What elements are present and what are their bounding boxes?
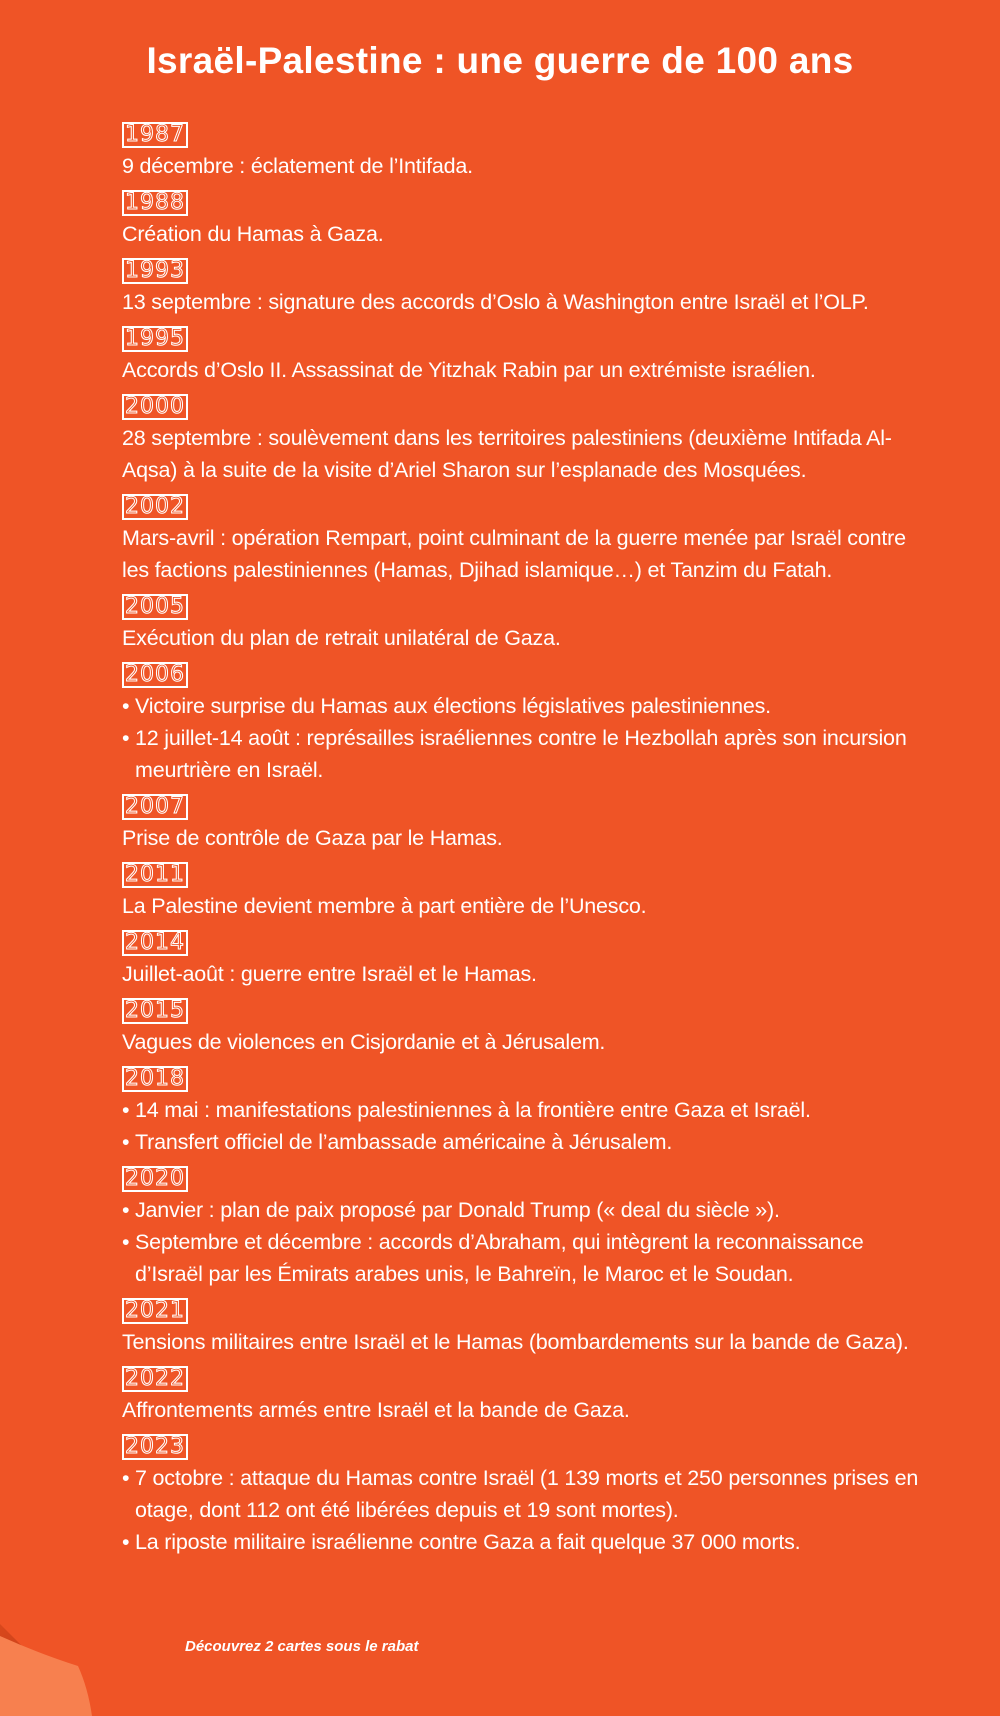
year-label: 2006 xyxy=(122,662,188,688)
event-bullet: • Transfert officiel de l’ambassade américaine à Jérusalem. xyxy=(122,1126,922,1158)
year-label: 2005 xyxy=(122,594,188,620)
year-label: 2014 xyxy=(122,930,188,956)
year-label: 2020 xyxy=(122,1166,188,1192)
event-text: Accords d’Oslo II. Assassinat de Yitzhak Rabin par un extrémiste israélien. xyxy=(122,358,816,382)
footnote-link[interactable]: Découvrez 2 cartes sous le rabat xyxy=(185,1638,419,1655)
event-bullet: • La riposte militaire israélienne contre Gaza a fait quelque 37 000 morts. xyxy=(122,1526,922,1558)
year-label: 2007 xyxy=(122,794,188,820)
event-text: 28 septembre : soulèvement dans les territoires palestiniens (deuxième Intifada Al-Aqsa) à la suite de la visite d’Ariel Sharon sur l’esplanade des Mosquées. xyxy=(122,426,892,482)
timeline-entry xyxy=(122,1434,922,1558)
event-text: La Palestine devient membre à part entière de l’Unesco. xyxy=(122,894,647,918)
year-label: 2000 xyxy=(122,394,188,420)
year-label: 2023 xyxy=(122,1434,188,1460)
year-label: 2015 xyxy=(122,998,188,1024)
timeline-list xyxy=(122,122,922,1566)
timeline-entry xyxy=(122,594,922,654)
event-text: Vagues de violences en Cisjordanie et à Jérusalem. xyxy=(122,1030,606,1054)
timeline-entry xyxy=(122,794,922,854)
timeline-entry xyxy=(122,862,922,922)
year-label: 2018 xyxy=(122,1066,188,1092)
year-label: 1993 xyxy=(122,258,188,284)
timeline-entry xyxy=(122,326,922,386)
event-text: Mars-avril : opération Rempart, point culminant de la guerre menée par Israël contre les factions palestiniennes (Hamas, Djihad islamique…) et Tanzim du Fatah. xyxy=(122,526,906,582)
timeline-entry xyxy=(122,1298,922,1358)
timeline-entry xyxy=(122,1166,922,1290)
year-label: 2002 xyxy=(122,494,188,520)
event-text: Création du Hamas à Gaza. xyxy=(122,222,384,246)
timeline-entry xyxy=(122,662,922,786)
event-text: Affrontements armés entre Israël et la bande de Gaza. xyxy=(122,1398,630,1422)
event-text: Exécution du plan de retrait unilatéral de Gaza. xyxy=(122,626,561,650)
year-label: 2022 xyxy=(122,1366,188,1392)
event-text: 9 décembre : éclatement de l’Intifada. xyxy=(122,154,473,178)
event-bullet: • Janvier : plan de paix proposé par Donald Trump (« deal du siècle »). xyxy=(122,1194,922,1226)
event-text: 13 septembre : signature des accords d’Oslo à Washington entre Israël et l’OLP. xyxy=(122,290,869,314)
timeline-entry xyxy=(122,190,922,250)
event-text: Prise de contrôle de Gaza par le Hamas. xyxy=(122,826,503,850)
year-label: 1988 xyxy=(122,190,188,216)
timeline-entry xyxy=(122,930,922,990)
timeline-entry xyxy=(122,494,922,586)
year-label: 2021 xyxy=(122,1298,188,1324)
timeline-entry xyxy=(122,394,922,486)
timeline-entry xyxy=(122,258,922,318)
year-label: 1987 xyxy=(122,122,188,148)
event-bullet: • Septembre et décembre : accords d’Abraham, qui intègrent la reconnaissance d’Israël par les Émirats arabes unis, le Bahreïn, le Maroc et le Soudan. xyxy=(122,1226,922,1290)
timeline-entry xyxy=(122,122,922,182)
timeline-entry xyxy=(122,998,922,1058)
timeline-entry xyxy=(122,1366,922,1426)
year-label: 1995 xyxy=(122,326,188,352)
event-bullet: • 14 mai : manifestations palestiniennes à la frontière entre Gaza et Israël. xyxy=(122,1094,922,1126)
event-text: Juillet-août : guerre entre Israël et le Hamas. xyxy=(122,962,537,986)
event-bullet: • 7 octobre : attaque du Hamas contre Israël (1 139 morts et 250 personnes prises en otage, dont 112 ont été libérées depuis et 19 sont mortes). xyxy=(122,1462,922,1526)
page-title: Israël-Palestine : une guerre de 100 ans xyxy=(146,40,854,81)
event-bullet: • Victoire surprise du Hamas aux élections législatives palestiniennes. xyxy=(122,690,922,722)
event-bullet: • 12 juillet-14 août : représailles israéliennes contre le Hezbollah après son incursion meurtrière en Israël. xyxy=(122,722,922,786)
timeline-entry xyxy=(122,1066,922,1158)
year-label: 2011 xyxy=(122,862,188,888)
event-text: Tensions militaires entre Israël et le Hamas (bombardements sur la bande de Gaza). xyxy=(122,1330,909,1354)
page-curl-icon xyxy=(0,1606,110,1716)
